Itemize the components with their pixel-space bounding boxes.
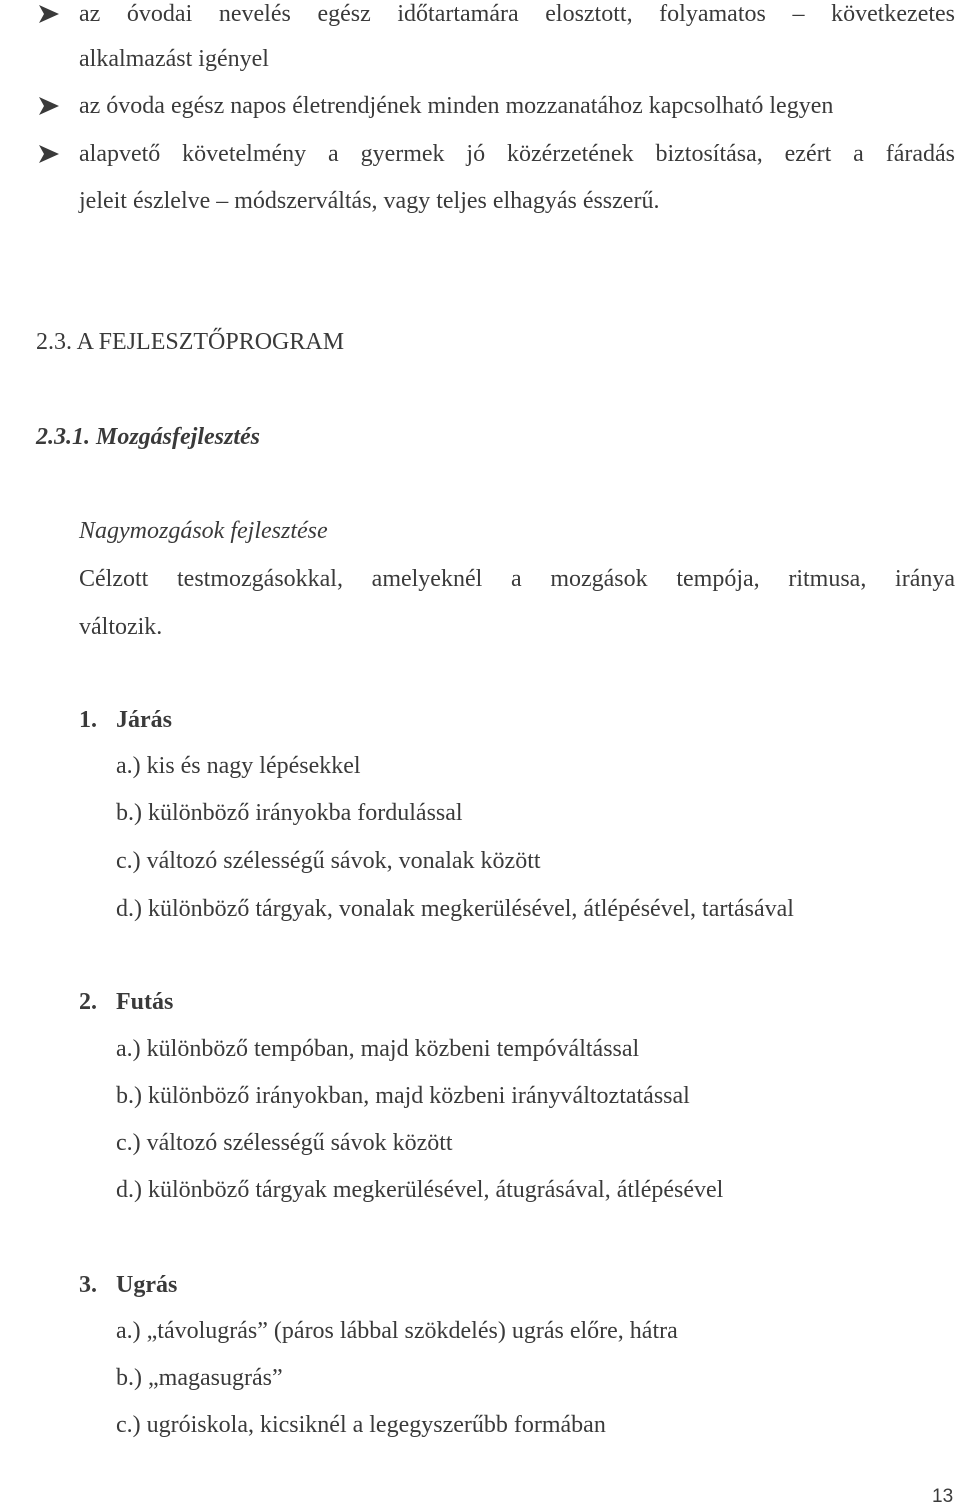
group-title-jaras: Járás <box>116 707 172 733</box>
section-heading: 2.3. A FEJLESZTŐPROGRAM <box>36 329 345 355</box>
bullet-1-line-2: alkalmazást igényel <box>79 46 269 72</box>
list-item: a.) „távolugrás” (páros lábbal szökdelés) ugrás előre, hátra <box>116 1318 678 1344</box>
subsection-heading: 2.3.1. Mozgásfejlesztés <box>36 424 260 450</box>
group-number: 2. <box>79 989 97 1015</box>
list-item: c.) változó szélességű sávok, vonalak között <box>116 848 541 874</box>
arrow-bullet-icon <box>38 96 60 116</box>
list-item: a.) kis és nagy lépésekkel <box>116 753 361 779</box>
list-item: a.) különböző tempóban, majd közbeni tempóváltással <box>116 1036 640 1062</box>
bullet-item-3 <box>0 140 960 168</box>
list-item: d.) különböző tárgyak, vonalak megkerülésével, átlépésével, tartásával <box>116 896 794 922</box>
bullet-3-line-1: alapvető követelmény a gyermek jó közérzetének biztosítása, ezért a fáradás <box>79 141 955 167</box>
group-title-futas: Futás <box>116 989 174 1015</box>
list-item: d.) különböző tárgyak megkerülésével, átugrásával, átlépésével <box>116 1177 724 1203</box>
list-item: c.) változó szélességű sávok között <box>116 1130 453 1156</box>
list-item: b.) különböző irányokban, majd közbeni irányváltoztatással <box>116 1083 690 1109</box>
group-title-ugras: Ugrás <box>116 1272 178 1298</box>
list-item: c.) ugróiskola, kicsiknél a legegyszerűbb formában <box>116 1412 606 1438</box>
bullet-item-2 <box>0 92 960 120</box>
bullet-3-line-2: jeleit észlelve – módszerváltás, vagy teljes elhagyás ésszerű. <box>79 188 660 214</box>
sub-title: Nagymozgások fejlesztése <box>79 518 328 544</box>
page-number: 13 <box>932 1486 954 1507</box>
group-number: 1. <box>79 707 97 733</box>
list-item: b.) különböző irányokba fordulással <box>116 800 463 826</box>
bullet-item-1 <box>0 0 960 28</box>
intro-line-2: változik. <box>79 614 163 640</box>
arrow-bullet-icon <box>38 144 60 164</box>
bullet-1-line-1: az óvodai nevelés egész időtartamára elosztott, folyamatos – következetes <box>79 1 955 27</box>
intro-line-1: Célzott testmozgásokkal, amelyeknél a mozgások tempója, ritmusa, iránya <box>79 566 955 592</box>
list-item: b.) „magasugrás” <box>116 1365 283 1391</box>
bullet-2-line-1: az óvoda egész napos életrendjének minden mozzanatához kapcsolható legyen <box>79 93 834 119</box>
group-number: 3. <box>79 1272 97 1298</box>
arrow-bullet-icon <box>38 4 60 24</box>
